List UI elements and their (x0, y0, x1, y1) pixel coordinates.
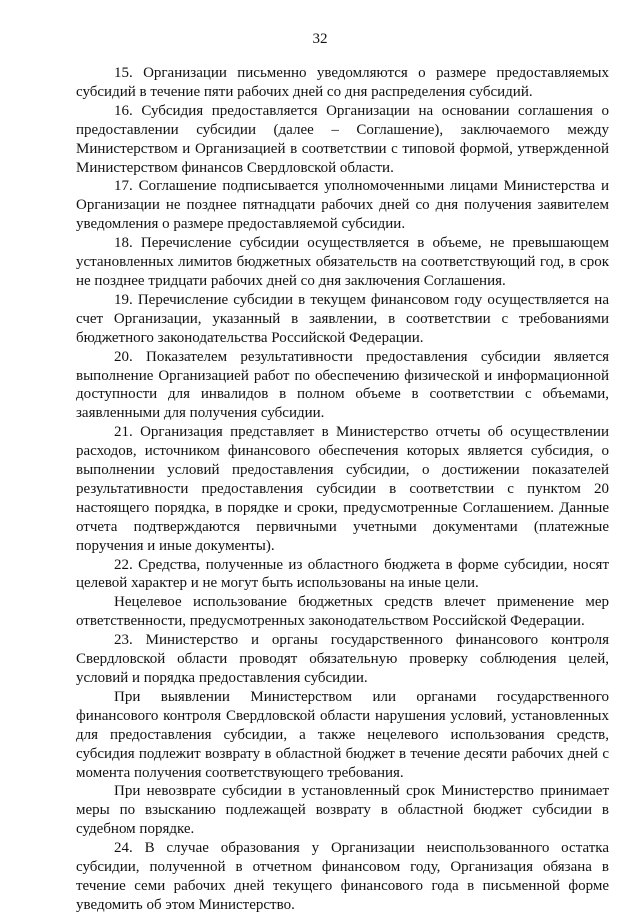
paragraph-23-violation: При выявлении Министерством или органами государственного финансового контроля Свердловской области нарушения условий, установленных для предоставления субсидии, а также нецелевого использования средств, субсидия подлежит возврату в областной бюджет в течение десяти рабочих дней с момента получения соответствующего требования. (76, 688, 609, 781)
paragraph-15: 15. Организации письменно уведомляются о размере предоставляемых субсидий в течение пяти рабочих дней со дня распределения субсидий. (76, 65, 609, 100)
paragraph-23-recovery: При невозврате субсидии в установленный срок Министерство принимает меры по взысканию подлежащей возврату в областной бюджет субсидии в судебном порядке. (76, 783, 609, 838)
paragraph-20: 20. Показателем результативности предоставления субсидии является выполнение Организацией работ по обеспечению физической и информационной доступности для инвалидов в полном объеме в соответствии с объемами, заявленными для получения субсидии. (76, 348, 609, 422)
paragraph-16: 16. Субсидия предоставляется Организации на основании соглашения о предоставлении субсидии (далее – Соглашение), заключаемого между Министерством и Организацией в соответствии с типовой формой, утвержденной Министерством финансов Свердловской области. (76, 102, 609, 176)
paragraph-19: 19. Перечисление субсидии в текущем финансовом году осуществляется на счет Организации, указанный в заявлении, в соответствии с требованиями бюджетного законодательства Российской Федерации. (76, 291, 609, 346)
paragraph-17: 17. Соглашение подписывается уполномоченными лицами Министерства и Организации не позднее пятнадцати рабочих дней со дня получения заявителем уведомления о размере предоставляемой субсидии. (76, 178, 609, 233)
paragraph-22: 22. Средства, полученные из областного бюджета в форме субсидии, носят целевой характер и не могут быть использованы на иные цели. (76, 556, 609, 592)
paragraph-18: 18. Перечисление субсидии осуществляется в объеме, не превышающем установленных лимитов бюджетных обязательств на соответствующий год, в срок не позднее тридцати рабочих дней со дня заключения Соглашения. (76, 235, 609, 289)
document-body (76, 64, 609, 915)
paragraph-21: 21. Организация представляет в Министерство отчеты об осуществлении расходов, источником финансового обеспечения которых является субсидия, о выполнении условий предоставления субсидии, о достижении показателей результативности предоставления субсидии в соответствии с пунктом 20 настоящего порядка, в порядке и сроки, предусмотренные Соглашением. Данные отчета подтверждаются первичными учетными документами (платежные поручения и иные документы). (76, 424, 609, 554)
paragraph-24: 24. В случае образования у Организации неиспользованного остатка субсидии, полученной в отчетном финансовом году, Организация обязана в течение семи рабочих дней текущего финансового года в письменной форме уведомить об этом Министерство. (76, 840, 609, 913)
paragraph-22-misuse: Нецелевое использование бюджетных средств влечет применение мер ответственности, предусмотренных законодательством Российской Федерации. (76, 594, 609, 630)
paragraph-23: 23. Министерство и органы государственного финансового контроля Свердловской области проводят обязательную проверку соблюдения целей, условий и порядка предоставления субсидии. (76, 632, 609, 686)
page-number: 32 (312, 31, 328, 47)
